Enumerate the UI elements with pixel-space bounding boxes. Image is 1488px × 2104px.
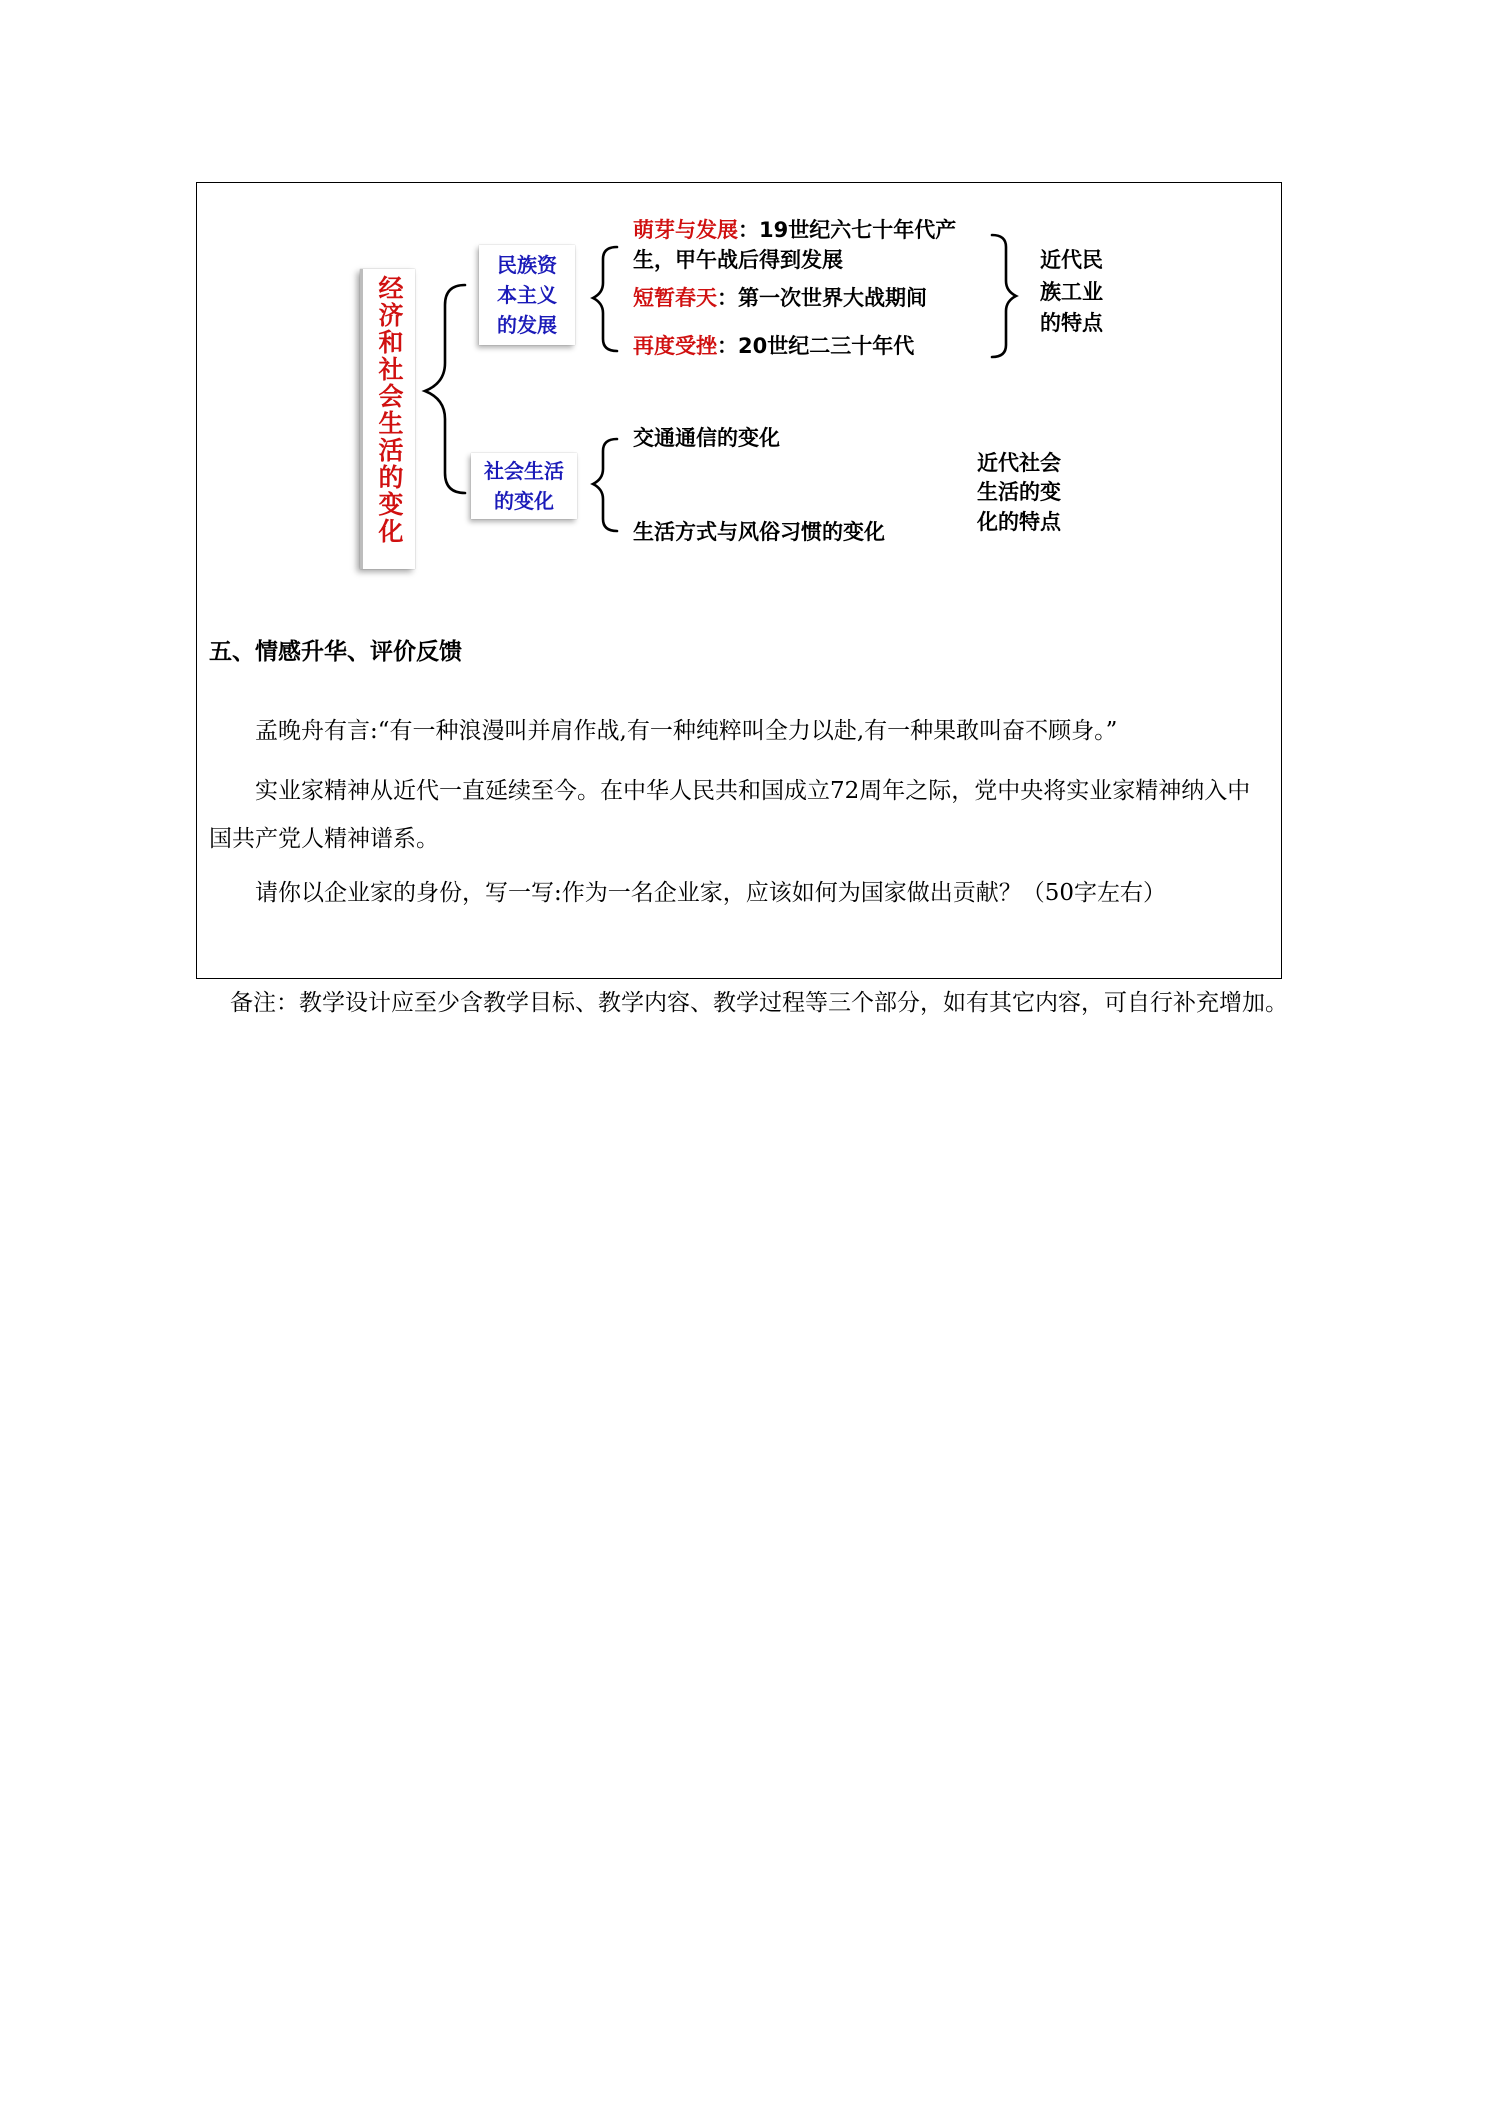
brace-branch1-right — [992, 235, 1016, 357]
branch2-summary: 近代社会 生活的变 化的特点 — [977, 451, 1061, 534]
paragraph-spirit: 实业家精神从近代一直延续至今。在中华人民共和国成立72周年之际，党中央将实业家精神纳入中国共产党人精神谱系。 — [209, 778, 1251, 852]
brace-main — [425, 285, 465, 493]
branch1-label-box — [479, 245, 575, 345]
branch2-item-1: 交通通信的变化 — [633, 426, 780, 450]
branch1-label-line: 本主义 — [497, 283, 557, 307]
branch1-item-3: 再度受挫：20世纪二三十年代 — [633, 334, 915, 358]
branch1-item-1: 萌芽与发展：19世纪六七十年代产 生，甲午战后得到发展 — [633, 218, 957, 273]
footer-note: 备注：教学设计应至少含教学目标、教学内容、教学过程等三个部分，如有其它内容，可自行补充增加。 — [230, 990, 1288, 1016]
mind-map — [197, 183, 1283, 603]
section-heading: 五、情感升华、评价反馈 — [209, 639, 462, 665]
branch2-label-line: 社会生活 — [484, 459, 564, 483]
paragraph-quote: 孟晚舟有言:“有一种浪漫叫并肩作战,有一种纯粹叫全力以赴,有一种果敢叫奋不顾身。” — [255, 718, 1118, 744]
brace-branch1 — [593, 247, 617, 351]
paragraph-task: 请你以企业家的身份，写一写:作为一名企业家，应该如何为国家做出贡献？（50字左右） — [255, 880, 1167, 906]
branch2-label-box — [471, 453, 577, 519]
branch1-summary: 近代民 族工业 的特点 — [1040, 248, 1103, 335]
branch1-item-2: 短暂春天：第一次世界大战期间 — [633, 286, 927, 310]
branch2-label-line: 的变化 — [494, 489, 554, 513]
diagram-main-title: 经济和社会生活的变化 — [360, 269, 415, 569]
branch1-label-line: 民族资 — [497, 253, 557, 277]
branch1-label-line: 的发展 — [497, 313, 557, 337]
branch2-item-2: 生活方式与风俗习惯的变化 — [633, 520, 885, 544]
brace-branch2 — [593, 439, 617, 531]
content-frame — [196, 182, 1282, 979]
